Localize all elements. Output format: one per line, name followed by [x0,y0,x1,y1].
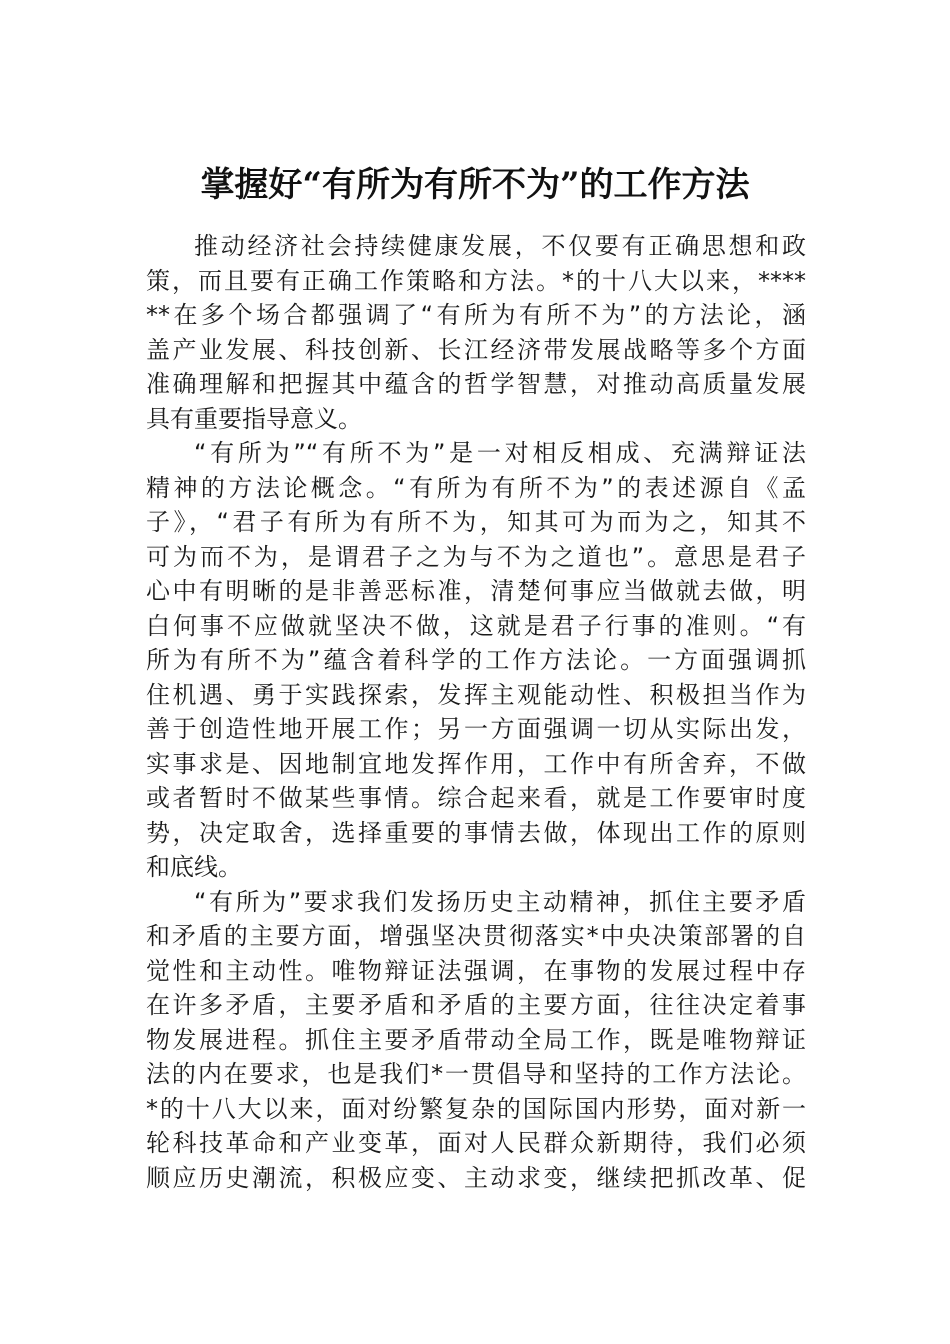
paragraph-1 [146,229,806,436]
text-line: 盖产业发展、科技创新、长江经济带发展战略等多个方面 [146,335,806,364]
text-line: 策，而且要有正确工作策略和方法。*的十八大以来，**** [146,266,806,295]
document-title: 掌握好“有所为有所不为”的工作方法 [200,165,750,205]
text-line: 顺应历史潮流，积极应变、主动求变，继续把抓改革、促 [146,1163,806,1192]
text-line: *的十八大以来，面对纷繁复杂的国际国内形势，面对新一 [146,1094,806,1123]
text-line: 心中有明晰的是非善恶标准，清楚何事应当做就去做，明 [146,577,806,605]
text-line: 觉性和主动性。唯物辩证法强调，在事物的发展过程中存 [146,956,806,985]
text-line: “有所为”“有所不为”是一对相反相成、充满辩证法 [194,439,806,467]
text-line: 在许多矛盾，主要矛盾和矛盾的主要方面，往往决定着事 [146,991,806,1019]
text-line: 推动经济社会持续健康发展，不仅要有正确思想和政 [194,232,806,260]
paragraph-2 [146,436,806,885]
text-line: 实事求是、因地制宜地发挥作用，工作中有所舍弃，不做 [146,749,806,778]
text-line: 住机遇、勇于实践探索，发挥主观能动性、积极担当作为 [146,680,806,709]
text-line: 法的内在要求，也是我们*一贯倡导和坚持的工作方法论。 [146,1060,806,1088]
text-line: 可为而不为，是谓君子之为与不为之道也”。意思是君子 [146,542,806,571]
text-line: 具有重要指导意义。 [146,404,362,433]
text-line: 和矛盾的主要方面，增强坚决贯彻落实*中央决策部署的自 [146,922,806,950]
text-line: 轮科技革命和产业变革，面对人民群众新期待，我们必须 [146,1129,806,1157]
text-line: 白何事不应做就坚决不做，这就是君子行事的准则。“有 [146,611,806,640]
text-line: **在多个场合都强调了“有所为有所不为”的方法论，涵 [146,301,806,329]
text-line: “有所为”要求我们发扬历史主动精神，抓住主要矛盾 [194,887,806,916]
text-line: 精神的方法论概念。“有所为有所不为”的表述源自《孟 [146,473,806,502]
document-body [146,229,806,1195]
text-line: 物发展进程。抓住主要矛盾带动全局工作，既是唯物辩证 [146,1025,806,1054]
text-line: 子》，“君子有所为有所不为，知其可为而为之，知其不 [146,508,806,536]
text-line: 善于创造性地开展工作；另一方面强调一切从实际出发， [146,715,806,743]
text-line: 势，决定取舍，选择重要的事情去做，体现出工作的原则 [146,818,806,847]
text-line: 准确理解和把握其中蕴含的哲学智慧，对推动高质量发展 [146,370,806,398]
paragraph-3 [146,885,806,1196]
text-line: 或者暂时不做某些事情。综合起来看，就是工作要审时度 [146,784,806,812]
text-line: 和底线。 [146,853,242,881]
text-line: 所为有所不为”蕴含着科学的工作方法论。一方面强调抓 [146,646,806,674]
